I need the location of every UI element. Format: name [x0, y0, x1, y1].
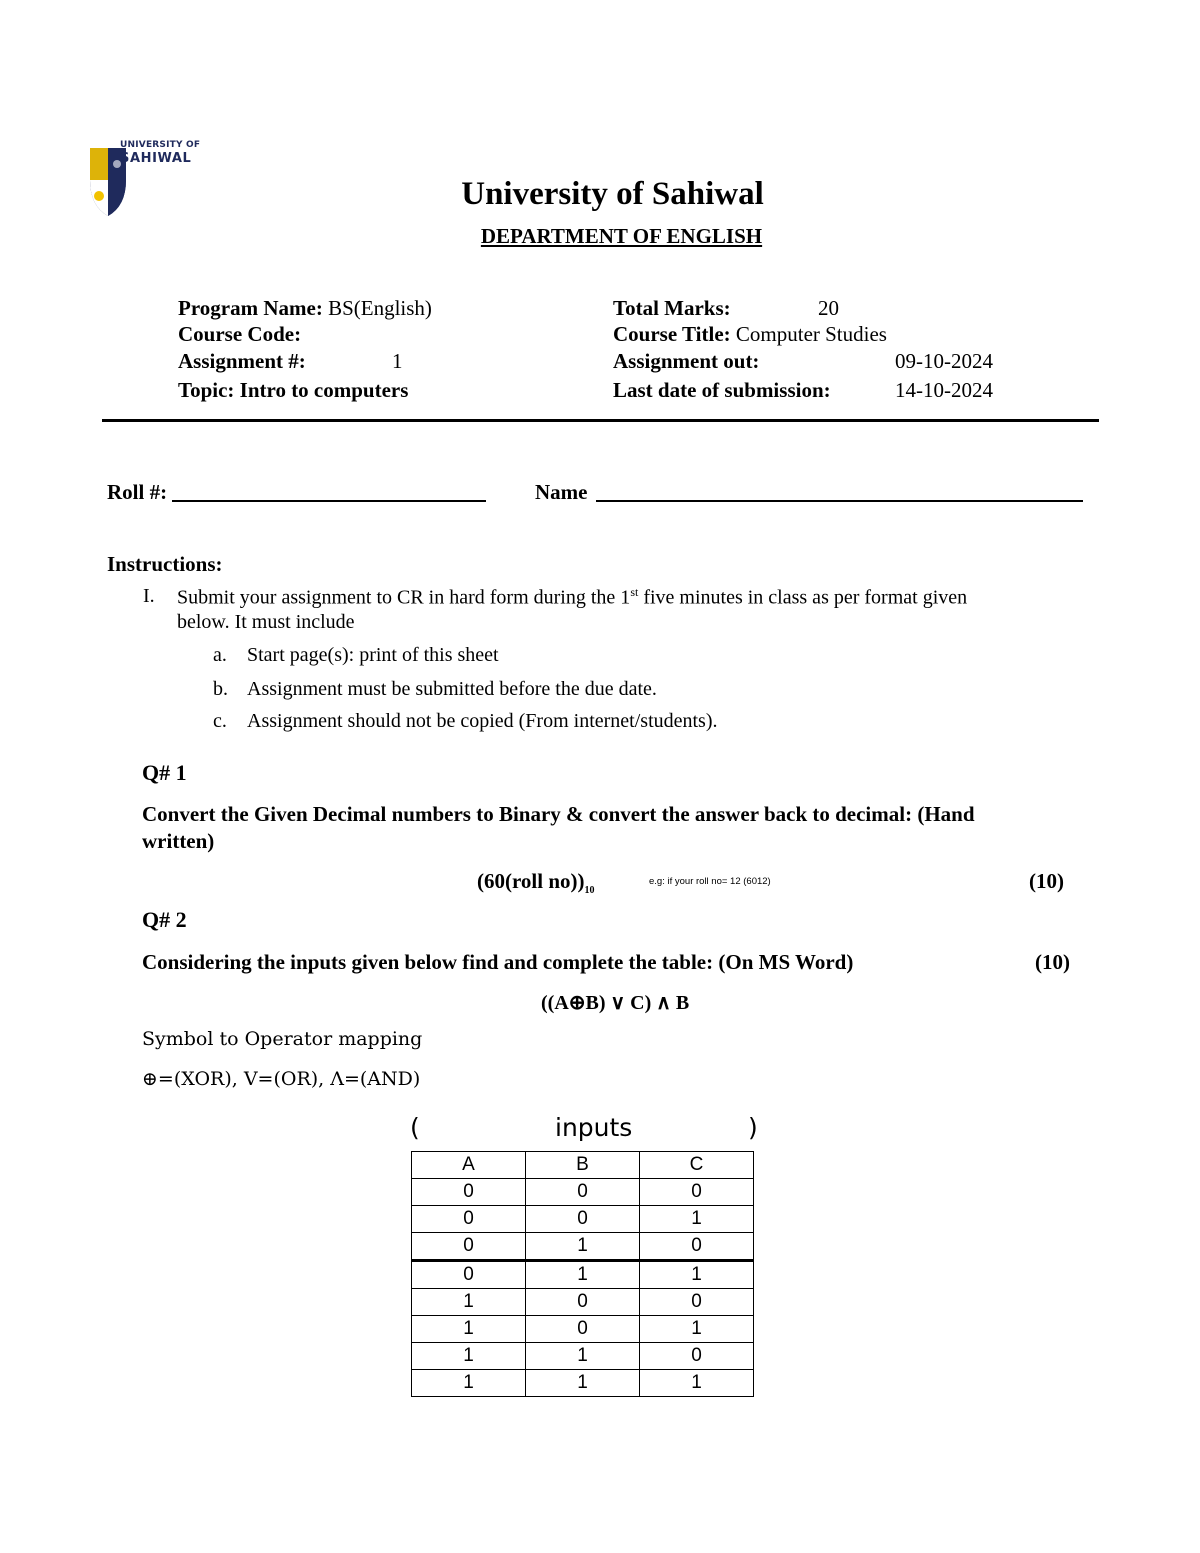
- assignment-no-label: Assignment #:: [178, 349, 306, 373]
- header-a: A: [412, 1152, 526, 1179]
- table-open-paren: (: [410, 1113, 420, 1142]
- cell-a: 0: [412, 1206, 526, 1233]
- cell-a: 0: [412, 1179, 526, 1206]
- program-row: [178, 296, 432, 321]
- q1-text-line2: written): [142, 829, 215, 853]
- q1-marks: (10): [1029, 869, 1064, 893]
- total-marks-label: Total Marks:: [613, 296, 731, 320]
- instruction-text-a: Submit your assignment to CR in hard form during the 1: [177, 586, 631, 609]
- table-row: [412, 1343, 754, 1370]
- cell-a: 1: [412, 1316, 526, 1343]
- cell-b: 0: [526, 1316, 640, 1343]
- total-marks-value: 20: [818, 296, 839, 320]
- cell-a: 0: [412, 1261, 526, 1289]
- mapping-title: Symbol to Operator mapping: [142, 1028, 423, 1050]
- cell-b: 1: [526, 1370, 640, 1397]
- assignment-no-value: 1: [392, 349, 403, 373]
- last-date-value: 14-10-2024: [895, 378, 993, 402]
- cell-c: 1: [640, 1370, 754, 1397]
- q1-text-line1: Convert the Given Decimal numbers to Binary & convert the answer back to decimal: (Hand: [142, 802, 975, 826]
- program-label: Program Name:: [178, 296, 323, 320]
- header-b: B: [526, 1152, 640, 1179]
- cell-a: 1: [412, 1289, 526, 1316]
- last-date-label: Last date of submission:: [613, 378, 831, 402]
- instruction-text-b: five minutes in class as per format given: [638, 586, 968, 609]
- logo-line-2: SAHIWAL: [120, 151, 192, 166]
- course-title-value: Computer Studies: [735, 322, 887, 346]
- sub-marker-c: c.: [213, 710, 227, 732]
- cell-a: 1: [412, 1370, 526, 1397]
- cell-c: 1: [640, 1206, 754, 1233]
- course-title-label: Course Title:: [613, 322, 731, 346]
- university-title: University of Sahiwal: [461, 176, 764, 212]
- q2-expression: ((A⊕B) ∨ C) ∧ B: [541, 992, 690, 1014]
- q2-label: Q# 2: [142, 907, 187, 932]
- table-row: [412, 1289, 754, 1316]
- table-row: [412, 1316, 754, 1343]
- table-row: [412, 1179, 754, 1206]
- department-title: DEPARTMENT OF ENGLISH: [480, 224, 763, 248]
- sub-marker-a: a.: [213, 644, 227, 666]
- roll-label: Roll #:: [107, 480, 168, 504]
- sub-item-b: Assignment must be submitted before the due date.: [247, 678, 657, 700]
- instructions-heading: Instructions:: [107, 552, 223, 576]
- cell-a: 0: [412, 1233, 526, 1261]
- instruction-sup: st: [630, 585, 639, 599]
- assignment-out-label: Assignment out:: [613, 349, 760, 373]
- cell-c: 0: [640, 1289, 754, 1316]
- course-code-label: Course Code:: [178, 322, 302, 346]
- truth-table: [411, 1151, 754, 1397]
- cell-c: 0: [640, 1233, 754, 1261]
- sub-item-a: Start page(s): print of this sheet: [247, 644, 499, 666]
- table-row: [412, 1206, 754, 1233]
- cell-b: 0: [526, 1289, 640, 1316]
- table-row: [412, 1233, 754, 1261]
- table-row: [412, 1370, 754, 1397]
- q1-label: Q# 1: [142, 760, 187, 785]
- q1-example: e.g: if your roll no= 12 (6012): [649, 876, 771, 887]
- header-c: C: [640, 1152, 754, 1179]
- table-row: [412, 1261, 754, 1289]
- q2-marks: (10): [1035, 950, 1070, 974]
- mapping-text: ⊕=(XOR), V=(OR), Λ=(AND): [142, 1068, 421, 1090]
- cell-a: 1: [412, 1343, 526, 1370]
- q2-text: Considering the inputs given below find and complete the table: (On MS Word): [142, 950, 854, 974]
- instruction-item: [177, 585, 967, 610]
- name-input-line[interactable]: [596, 500, 1083, 502]
- table-caption: inputs: [555, 1113, 633, 1142]
- topic-label: Topic: Intro to computers: [178, 378, 409, 402]
- cell-c: 1: [640, 1316, 754, 1343]
- logo-line-1: UNIVERSITY OF: [120, 140, 201, 150]
- instruction-text-c: below. It must include: [177, 611, 355, 633]
- header-divider: [102, 419, 1099, 422]
- cell-b: 0: [526, 1206, 640, 1233]
- sub-marker-b: b.: [213, 678, 228, 700]
- cell-c: 0: [640, 1179, 754, 1206]
- cell-b: 1: [526, 1233, 640, 1261]
- cell-c: 0: [640, 1343, 754, 1370]
- instruction-marker: I.: [143, 585, 155, 607]
- roll-input-line[interactable]: [172, 500, 486, 502]
- table-header-row: [412, 1152, 754, 1179]
- cell-b: 1: [526, 1343, 640, 1370]
- course-title-row: [613, 322, 887, 347]
- cell-b: 0: [526, 1179, 640, 1206]
- cell-c: 1: [640, 1261, 754, 1289]
- assignment-out-value: 09-10-2024: [895, 349, 993, 373]
- cell-b: 1: [526, 1261, 640, 1289]
- name-label: Name: [535, 480, 588, 504]
- table-close-paren: ): [748, 1113, 758, 1142]
- q1-subscript: 10: [584, 885, 595, 897]
- sub-item-c: Assignment should not be copied (From internet/students).: [247, 710, 718, 732]
- program-value: BS(English): [328, 296, 432, 320]
- q1-expression-text: (60(roll no)): [477, 869, 585, 893]
- q1-expression: [477, 869, 595, 896]
